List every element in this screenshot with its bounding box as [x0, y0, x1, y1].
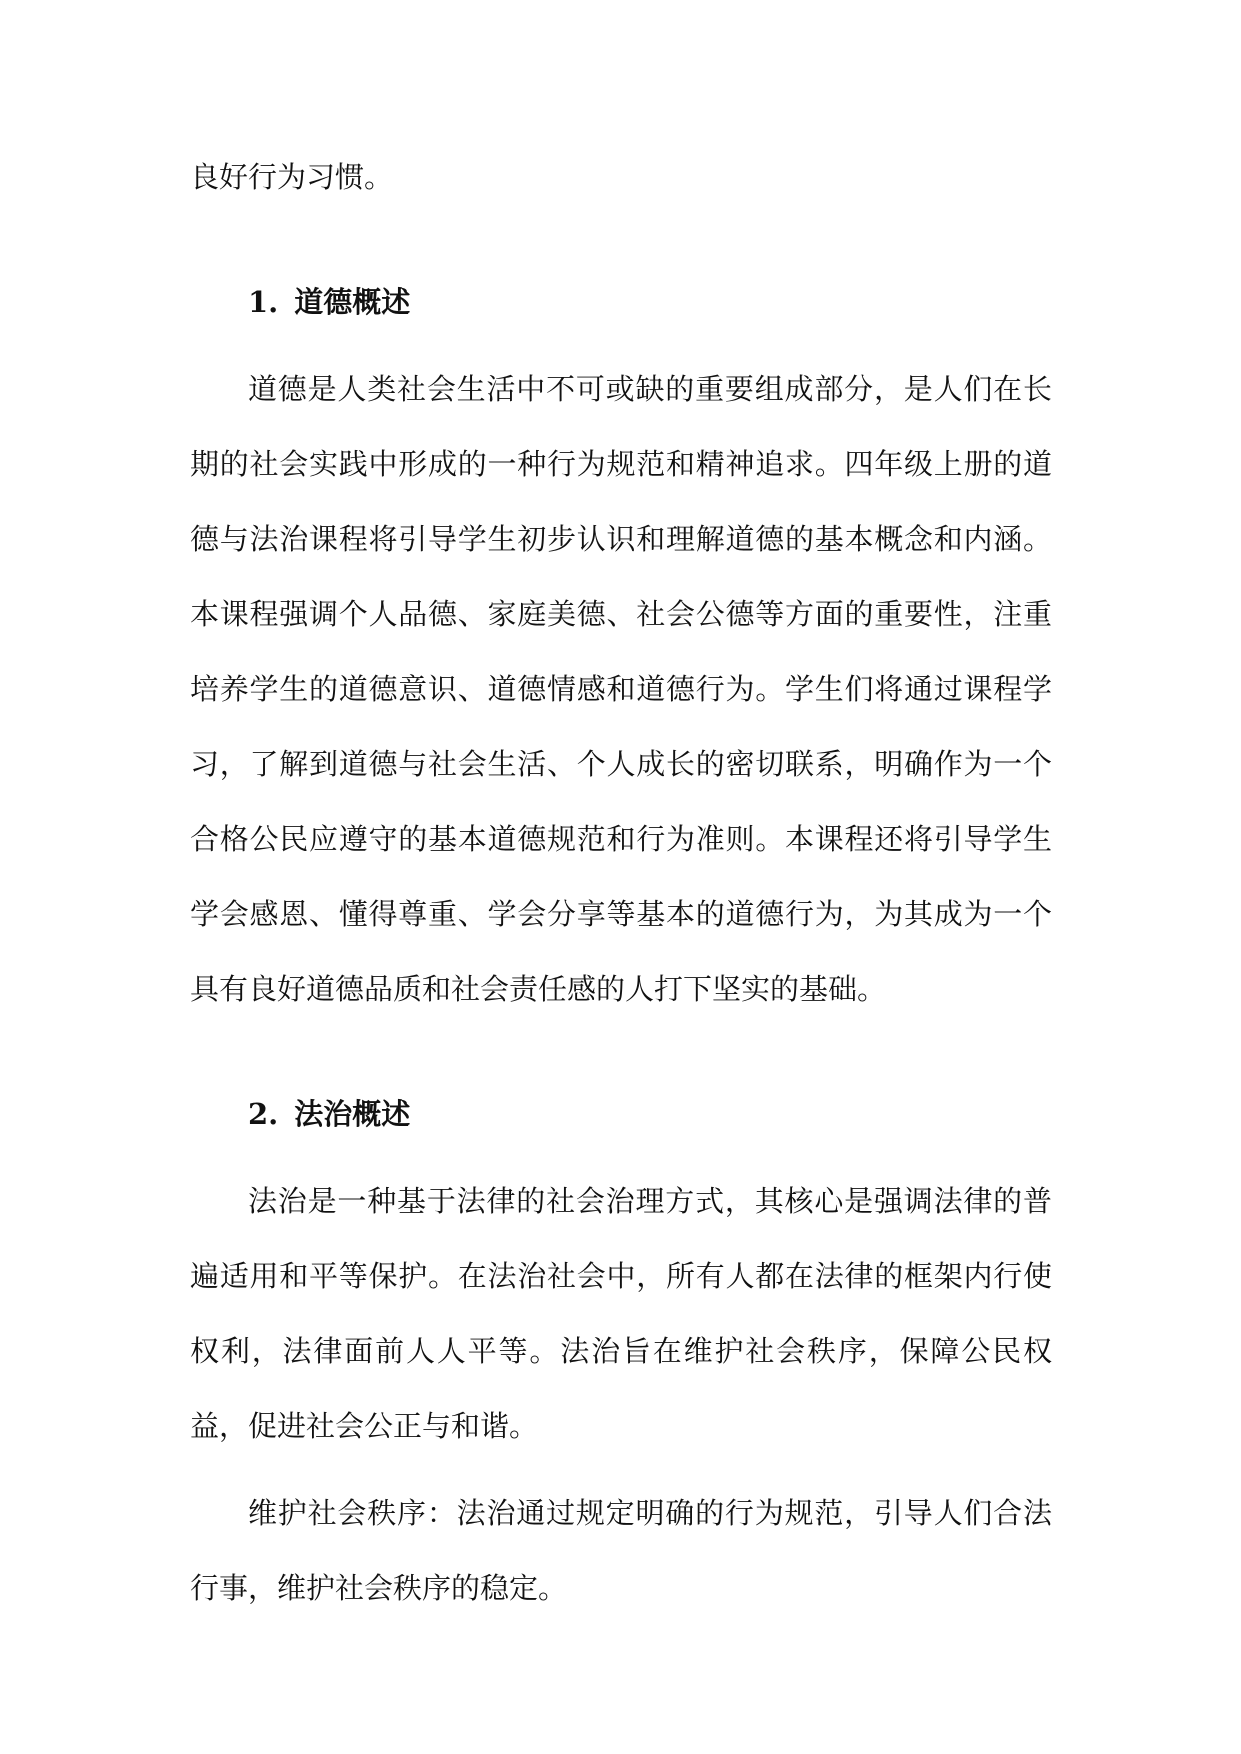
section-heading-morality	[190, 265, 1052, 340]
spacer	[190, 215, 1052, 265]
section-title: 道德概述	[294, 285, 411, 319]
continuation-text: 良好行为习惯。	[190, 160, 394, 194]
morality-paragraph: 道德是人类社会生活中不可或缺的重要组成部分，是人们在长期的社会实践中形成的一种行为规范和精神追求。四年级上册的道德与法治课程将引导学生初步认识和理解道德的基本概念和内涵。本课程强调个人品德、家庭美德、社会公德等方面的重要性，注重培养学生的道德意识、道德情感和道德行为。学生们将通过课程学习，了解到道德与社会生活、个人成长的密切联系，明确作为一个合格公民应遵守的基本道德规范和行为准则。本课程还将引导学生学会感恩、懂得尊重、学会分享等基本的道德行为，为其成为一个具有良好道德品质和社会责任感的人打下坚实的基础。	[190, 372, 1052, 1006]
section-number: 2.	[248, 1097, 279, 1131]
section-number: 1.	[248, 285, 279, 319]
document-body	[190, 140, 1052, 1626]
social-order-paragraph: 维护社会秩序：法治通过规定明确的行为规范，引导人们合法行事，维护社会秩序的稳定。	[190, 1496, 1052, 1605]
spacer	[190, 1027, 1052, 1077]
rule-of-law-paragraph: 法治是一种基于法律的社会治理方式，其核心是强调法律的普遍适用和平等保护。在法治社会中，所有人都在法律的框架内行使权利，法律面前人人平等。法治旨在维护社会秩序，保障公民权益，促进社会公正与和谐。	[190, 1184, 1052, 1443]
spacer	[190, 1464, 1052, 1476]
spacer	[190, 1152, 1052, 1164]
section-title: 法治概述	[294, 1097, 411, 1131]
spacer	[190, 340, 1052, 352]
section-heading-rule-of-law	[190, 1077, 1052, 1152]
